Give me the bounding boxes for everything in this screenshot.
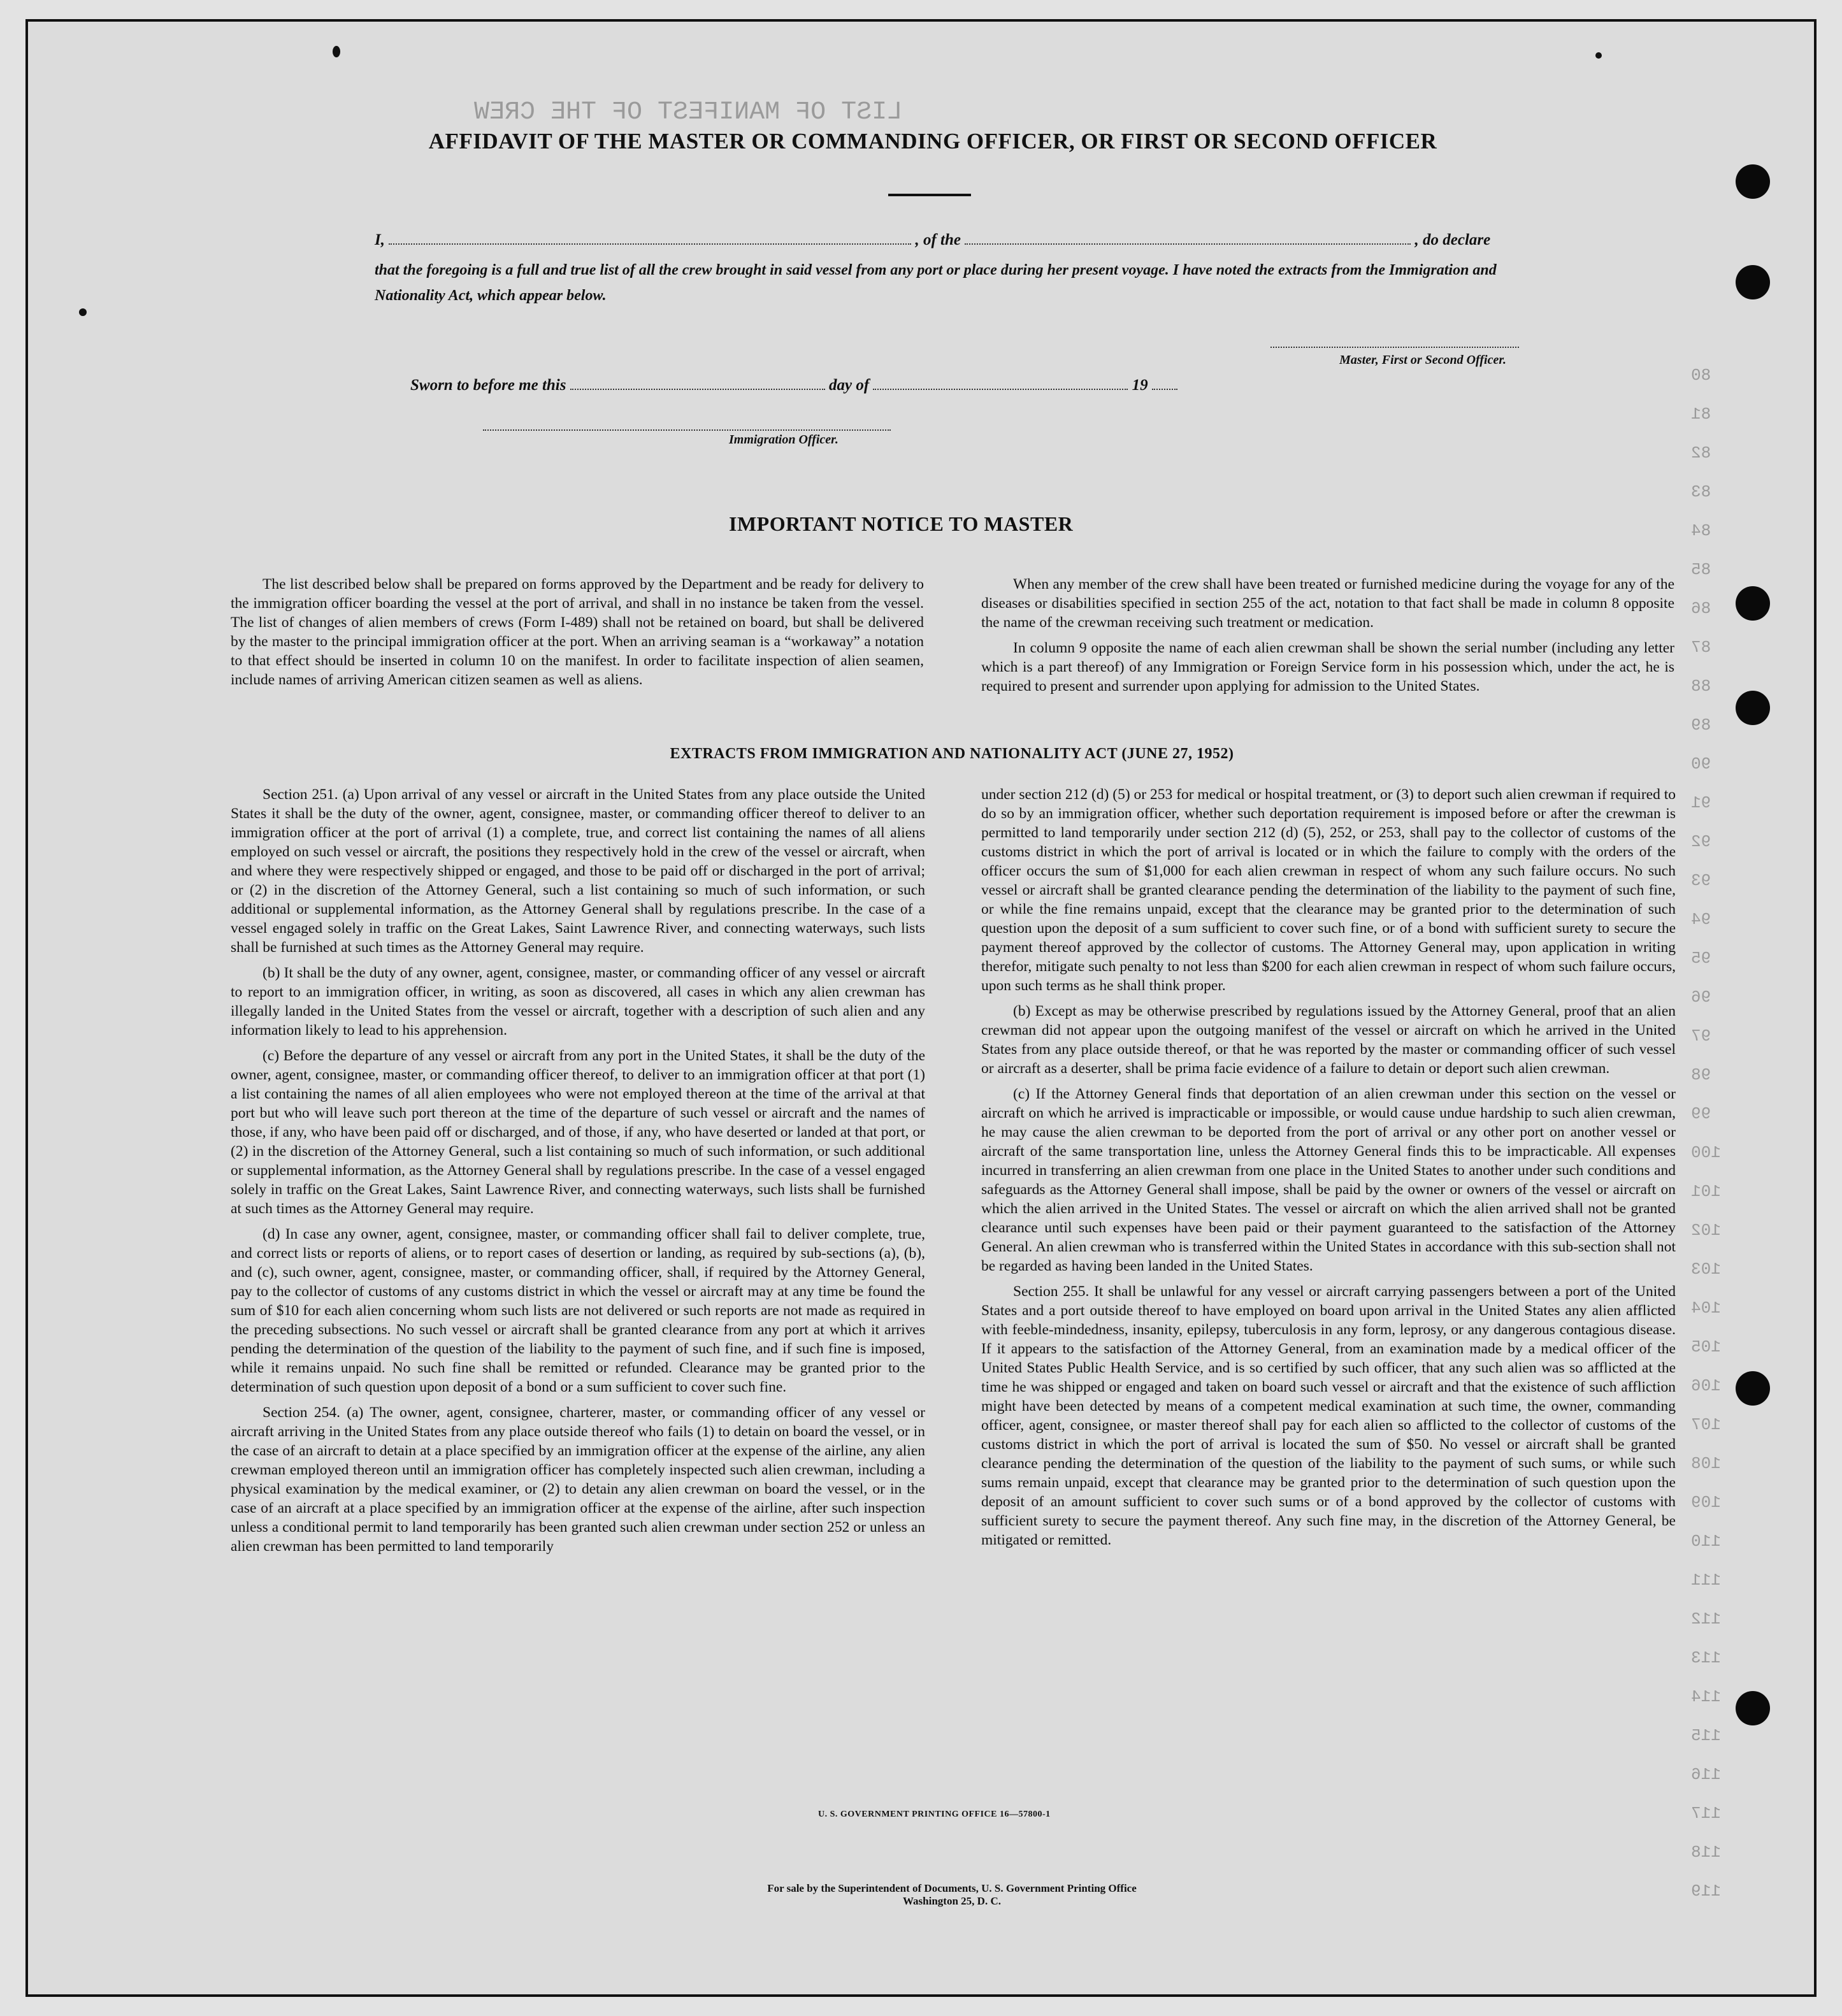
punch-hole	[1736, 265, 1770, 299]
extract-paragraph: Section 251. (a) Upon arrival of any vessel or aircraft in the United States from any place outside the United States it shall be the duty of the owner, agent, consignee, master, or commanding officer thereof to deliver to an immigration officer at the port of arrival (1) a complete, true, and correct list containing the names of all aliens employed on such vessel or aircraft, the positions they respectively hold in the crew of the vessel or aircraft, when and where they were respectively shipped or engaged, and those to be paid off or discharged in the port of arrival; or (2) in the discretion of the Attorney General, such a list containing so much of such information, or such additional or supplemental information, as the Attorney General shall by regulations prescribe. In the case of a vessel engaged solely in traffic on the Great Lakes, Saint Lawrence River, and connecting waterways, such lists shall be furnished at such times as the Attorney General may require.	[231, 786, 925, 956]
notice-left-column	[231, 575, 924, 696]
bleed-through-row-number: 112	[1691, 1609, 1721, 1629]
extract-paragraph: (c) If the Attorney General finds that deportation of an alien crewman under this section on the vessel or aircraft on which he arrived is impracticable or impossible, or would cause undue hardship to such alien crewman, he may cause the alien crewman to be deported from the port of arrival or any other port on another vessel or aircraft of the same transportation line, unless the Attorney General finds this to be impracticable. All expenses incurred in transferring an alien crewman from one place in the United States to another under such conditions and safeguards as the Attorney General shall impose, shall be paid by the owner or owners of the vessel or aircraft on which the alien arrived in the United States. The vessel or aircraft on which the alien arrived shall not be granted clearance until such expenses have been paid or their payment guaranteed to the satisfaction of the Attorney General. An alien crewman who is transferred within the United States in accordance with this sub-section shall not be regarded as having been landed in the United States.	[981, 1086, 1676, 1274]
affidavit-paragraph: that the foregoing is a full and true list of all the crew brought in said vessel from any port or place during her present voyage. I have noted the extracts from the Immigration and Nationality Act, which appear below.	[375, 262, 1497, 304]
sworn-line	[410, 376, 1177, 394]
vessel-blank[interactable]	[965, 231, 1411, 245]
punch-hole	[1736, 164, 1770, 199]
bleed-through-row-number: 89	[1691, 716, 1711, 735]
extracts-right-column	[981, 785, 1676, 1556]
bleed-through-row-number: 81	[1691, 405, 1711, 424]
bleed-through-row-number: 105	[1691, 1337, 1721, 1357]
document-page	[25, 19, 1817, 1997]
punch-hole	[1736, 1691, 1770, 1725]
sworn-year-blank[interactable]	[1152, 376, 1177, 390]
bleed-through-row-number: 85	[1691, 560, 1711, 579]
extract-paragraph: Section 255. It shall be unlawful for any vessel or aircraft carrying passengers between a port of the United States and a port outside thereof to have employed on board upon arrival in the United States any alien afflicted with feeble-mindedness, insanity, epilepsy, tuberculosis in any form, leprosy, or any dangerous contagious disease. If it appears to the satisfaction of the Attorney General, from an examination made by a medical officer of the United States Public Health Service, and is so certified by such officer, that any such alien was so afflicted at the time he was shipped or engaged and taken on board such vessel or aircraft and that the existence of such affliction might have been detected by means of a competent medical examination at such time, the owner, commanding officer, agent, consignee, or master thereof shall pay for each alien so afflicted to the collector of customs of the customs district in which the port of arrival is located the sum of $50. No vessel or aircraft shall be granted clearance pending the determination of the question of the liability to the payment of such sums, or while such sums remain unpaid, except that clearance may be granted prior to the determination of such question upon the deposit of an amount sufficient to cover such sums or of a bond approved by the collector of customs with sufficient surety to secure the payment thereof. Any such fine may, in the discretion of the Attorney General, be mitigated or remitted.	[981, 1283, 1676, 1548]
sworn-month-blank[interactable]	[873, 376, 1128, 390]
bleed-through-row-number: 110	[1691, 1532, 1721, 1551]
bleed-through-row-number: 95	[1691, 949, 1711, 968]
bleed-through-row-number: 80	[1691, 366, 1711, 385]
bleed-through-row-number: 83	[1691, 482, 1711, 501]
notice-paragraph: The list described below shall be prepared on forms approved by the Department and be ready for delivery to the immigration officer boarding the vessel at the port of arrival, and shall in no instance be taken from the vessel. The list of changes of alien members of crews (Form I-489) shall not be retained on board, but shall be delivered by the master to the principal immigration officer at the port. When an arriving seaman is a “workaway” a notation to that effect should be inserted in column 10 on the manifest. In order to facilitate inspection of alien seamen, include names of arriving American citizen seamen as well as aliens.	[231, 576, 924, 688]
bleed-through-row-number: 88	[1691, 677, 1711, 696]
bleed-through-row-number: 108	[1691, 1454, 1721, 1473]
bleed-through-row-number: 91	[1691, 793, 1711, 812]
bleed-through-row-number: 86	[1691, 599, 1711, 618]
bleed-through-row-number: 115	[1691, 1726, 1721, 1745]
bleed-through-row-number: 97	[1691, 1026, 1711, 1046]
bleed-through-row-number: 107	[1691, 1415, 1721, 1434]
extract-paragraph: (d) In case any owner, agent, consignee, master, or commanding officer shall fail to deliver complete, true, and correct lists or reports of aliens, or to report cases of desertion or landing, as required by sub-sections (a), (b), and (c), such owner, agent, consignee, master, or commanding officer, shall, if required by the Attorney General, pay to the collector of customs of any customs district in which the vessel or aircraft may at any time be found the sum of $10 for each alien concerning whom such lists are not delivered or such reports are not made as required in the preceding subsections. No such vessel or aircraft shall be granted clearance from any port at which it arrives pending the determination of the question of the liability to the payment of such fine, and if such fine is imposed, while it remains unpaid. No such fine shall be remitted or refunded. Clearance may be granted prior to the determination of such question upon deposit of a bond or a sum sufficient to cover such fine.	[231, 1226, 925, 1395]
bleed-through-row-number: 90	[1691, 754, 1711, 774]
notice-right-column	[981, 575, 1674, 702]
bleed-through-row-number: 118	[1691, 1843, 1721, 1862]
master-signature-line[interactable]	[1270, 347, 1519, 348]
extracts-title: EXTRACTS FROM IMMIGRATION AND NATIONALITY ACT (JUNE 27, 1952)	[670, 745, 1234, 762]
footer	[665, 1882, 1239, 1908]
bleed-through-row-number: 92	[1691, 832, 1711, 851]
notice-paragraph: When any member of the crew shall have been treated or furnished medicine during the voyage for any of the diseases or disabilities specified in section 255 of the act, notation to that fact shall be made in column 8 opposite the name of the crewman receiving such treatment or medication.	[981, 576, 1674, 631]
name-blank[interactable]	[389, 231, 911, 245]
bleed-through-row-number: 96	[1691, 988, 1711, 1007]
bleed-through-row-number: 106	[1691, 1376, 1721, 1395]
affidavit-title: AFFIDAVIT OF THE MASTER OR COMMANDING OFFICER, OR FIRST OR SECOND OFFICER	[428, 129, 1437, 154]
declaration-line	[375, 231, 1522, 249]
bleed-through-row-number: 84	[1691, 521, 1711, 540]
printer-imprint: U. S. GOVERNMENT PRINTING OFFICE 16—57800-1	[818, 1810, 1051, 1819]
bleed-through-row-number: 109	[1691, 1493, 1721, 1512]
footer-line-1: For sale by the Superintendent of Documents, U. S. Government Printing Office	[767, 1882, 1137, 1894]
bleed-through-header: LIST OF MANIFEST OF THE CREW	[474, 98, 903, 127]
bleed-through-row-number: 82	[1691, 443, 1711, 463]
bleed-through-row-number: 94	[1691, 910, 1711, 929]
of-the-label: , of the	[915, 231, 961, 248]
bleed-through-row-number: 104	[1691, 1299, 1721, 1318]
ink-speck	[79, 308, 87, 316]
bleed-through-row-number: 101	[1691, 1182, 1721, 1201]
i-label: I,	[375, 231, 385, 248]
year-label: 19	[1132, 377, 1148, 394]
extract-paragraph: (c) Before the departure of any vessel or aircraft from any port in the United States, it shall be the duty of the owner, agent, consignee, master, or commanding officer thereof, to deliver to an immigration officer at that port (1) a list containing the names of all alien employees who were not employed thereon at the time of the arrival at that port but who will leave such port thereon at the time of the departure of such vessel or aircraft and the names of those, if any, who have been paid off or discharged, and of those, if any, who have deserted or landed at that port, or (2) in the discretion of the Attorney General, such a list containing so much of such information, or such additional or supplemental information, as the Attorney General shall by regulations prescribe. In the case of a vessel engaged solely in traffic on the Great Lakes, Saint Lawrence River, and connecting waterways, such lists shall be furnished at such times as the Attorney General may require.	[231, 1048, 925, 1217]
extract-paragraph: (b) It shall be the duty of any owner, agent, consignee, master, or commanding officer of any vessel or aircraft to report to an immigration officer, in writing, as soon as discovered, all cases in which any alien crewman has illegally landed in the United States from the vessel or aircraft, together with a description of such alien and any information likely to lead to his apprehension.	[231, 965, 925, 1039]
notice-title: IMPORTANT NOTICE TO MASTER	[729, 512, 1074, 535]
bleed-through-row-number: 87	[1691, 638, 1711, 657]
notice-paragraph: In column 9 opposite the name of each alien crewman shall be shown the serial number (including any letter which is a part thereof) of any Immigration or Foreign Service form in his possession which, under the act, he is required to present and surrender upon applying for admission to the United States.	[981, 640, 1674, 695]
bleed-through-row-number: 117	[1691, 1804, 1721, 1823]
ink-speck	[1595, 52, 1602, 59]
extract-paragraph: under section 212 (d) (5) or 253 for medical or hospital treatment, or (3) to deport such alien crewman if required to do so by an immigration officer, whether such deportation requirement is imposed before or after the crewman is permitted to land temporarily under section 212 (d) (5), 252, or 253, shall pay to the collector of customs of the customs district in which the port of arrival is located or in which the failure to comply with the orders of the officer occurs the sum of $1,000 for each alien crewman in respect of whom any such failure occurs. No such vessel or aircraft shall be granted clearance pending the determination of the liability to the payment of such fine, or while the fine remains unpaid, except that the clearance may be granted prior to the determination of such question upon the deposit of a sum sufficient to cover such fine, or of a bond with sufficient surety to secure the payment thereof approved by the collector of customs. The Attorney General may, upon application in writing therefor, mitigate such penalty to not less than $200 for each alien crewman in respect of whom such failure occurs, upon such terms as he shall think proper.	[981, 786, 1676, 994]
sworn-label: Sworn to before me this	[410, 377, 566, 394]
bleed-through-row-number: 100	[1691, 1143, 1721, 1162]
bleed-through-row-number: 119	[1691, 1882, 1721, 1901]
bleed-through-row-number: 102	[1691, 1221, 1721, 1240]
sworn-day-blank[interactable]	[570, 376, 825, 390]
do-declare-label: , do declare	[1414, 231, 1491, 248]
master-signature-label: Master, First or Second Officer.	[1339, 353, 1506, 367]
extract-paragraph: Section 254. (a) The owner, agent, consignee, charterer, master, or commanding officer of any vessel or aircraft arriving in the United States from any place outside thereof who fails (1) to detain on board the vessel, or in the case of an aircraft to detain at a place specified by an immigration officer at the expense of the airline, any alien crewman employed thereon until an immigration officer has completely inspected such alien crewman, including a physical examination by the medical examiner, or (2) to detain any alien crewman on board the vessel, or in the case of an aircraft at a place specified by an immigration officer at the expense of the airline, after such inspection unless a conditional permit to land temporarily has been granted such alien crewman under section 252 or unless an alien crewman has been permitted to land temporarily	[231, 1404, 925, 1555]
bleed-through-row-number: 113	[1691, 1648, 1721, 1667]
bleed-through-row-number: 103	[1691, 1260, 1721, 1279]
punch-hole	[1736, 1371, 1770, 1406]
ink-speck	[333, 46, 340, 57]
footer-line-2: Washington 25, D. C.	[903, 1895, 1001, 1907]
title-underline	[888, 194, 971, 196]
bleed-through-row-number: 114	[1691, 1687, 1721, 1706]
punch-hole	[1736, 586, 1770, 621]
bleed-through-row-number: 111	[1691, 1571, 1721, 1590]
bleed-through-row-number: 116	[1691, 1765, 1721, 1784]
punch-hole	[1736, 691, 1770, 725]
immigration-officer-label: Immigration Officer.	[729, 433, 838, 447]
day-of-label: day of	[828, 377, 870, 394]
extract-paragraph: (b) Except as may be otherwise prescribed by regulations issued by the Attorney General, proof that an alien crewman did not appear upon the outgoing manifest of the vessel or aircraft on which he arrived in the United States from any place outside thereof, or that he was reported by the master or commanding officer of such vessel or aircraft as a deserter, shall be prima facie evidence of a failure to detain or deport such alien crewman.	[981, 1003, 1676, 1077]
immigration-officer-signature-line[interactable]	[483, 429, 891, 431]
bleed-through-row-number: 99	[1691, 1104, 1711, 1123]
extracts-left-column	[231, 785, 925, 1562]
bleed-through-row-number: 93	[1691, 871, 1711, 890]
bleed-through-row-number: 98	[1691, 1065, 1711, 1084]
